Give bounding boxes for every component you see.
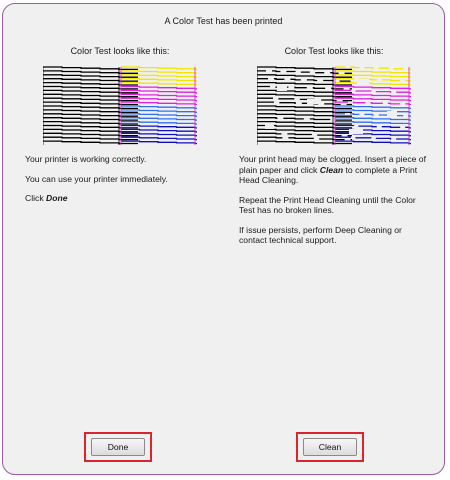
clean-button-highlight [296,432,364,462]
clogged-gap [277,85,287,91]
clogged-nozzle-pattern [257,65,411,145]
good-nozzle-pattern [43,65,197,145]
click-done-instruction: Click Done [25,193,68,203]
dialog-window [2,3,445,475]
clogged-gap [307,99,319,104]
dialog-title: A Color Test has been printed [164,16,283,26]
clogged-result-panel [239,46,429,255]
usage-message: You can use your printer immediately. [25,173,168,184]
done-keyword: Done [46,193,68,203]
clean-button[interactable]: Clean [303,438,357,456]
support-message: If issue persists, perform Deep Cleaning or contact technical support. [239,224,402,245]
clog-message: Your print head may be clogged. Insert a piece of plain paper and click Clean to complete a Print Head Cleaning. [239,154,426,185]
good-result-panel [25,46,215,213]
done-button-highlight [84,432,152,462]
status-message: Your printer is working correctly. [25,154,147,164]
clogged-gap [357,79,369,84]
good-pattern-heading: Color Test looks like this: [70,46,170,56]
clogged-gap [387,111,397,117]
color-nozzle-line [335,137,411,139]
color-nozzle-line [335,133,411,135]
clogged-pattern-heading: Color Test looks like this: [284,46,384,56]
color-nozzle-line [335,87,411,89]
repeat-message: Repeat the Print Head Cleaning until the Color Test has no broken lines. [239,194,416,215]
clogged-gap [265,123,274,129]
done-button[interactable]: Done [91,438,145,456]
clean-keyword: Clean [319,164,344,175]
clogged-gap [349,129,363,134]
color-nozzle-line [335,102,411,104]
